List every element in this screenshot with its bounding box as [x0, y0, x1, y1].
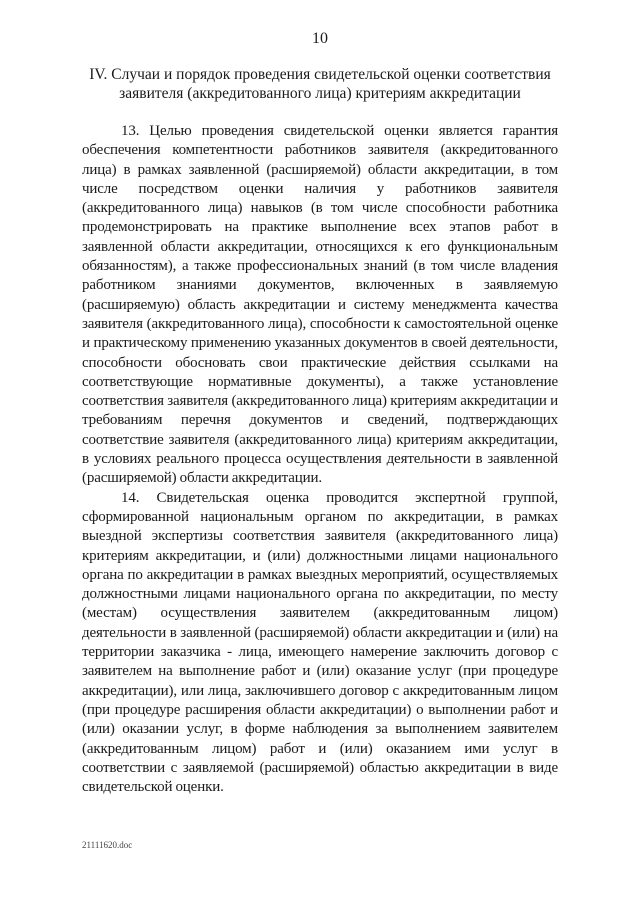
document-code: 21111620.doc	[82, 840, 133, 850]
section-heading-line-2: заявителя (аккредитованного лица) критериям аккредитации	[119, 85, 521, 102]
section-heading	[82, 65, 558, 103]
paragraph-14: 14. Свидетельская оценка проводится экспертной группой, сформированной национальным органом по аккредитации, в рамках выездной экспертизы соответствия заявителя (аккредитованного лица) критериям аккредитации, и (или) должностными лицами национального органа по аккредитации в рамках выездных мероприятий, осуществляемых должностными лицами национального органа по аккредитации, по месту (местам) осуществления заявителем (аккредитованным лицом) деятельности в заявленной (расширяемой) области аккредитации и (или) на территории заказчика - лица, имеющего намерение заключить договор с заявителем на выполнение работ и (или) оказание услуг (при процедуре аккредитации), или лица, заключившего договор с аккредитованным лицом (при процедуре расширения области аккредитации) о выполнении работ и (или) оказании услуг, в форме наблюдения за выполнением заявителем (аккредитованным лицом) работ и (или) оказанием ими услуг в соответствии с заявляемой (расширяемой) областью аккредитации в виде свидетельской оценки.	[82, 489, 558, 796]
body-text	[82, 122, 558, 797]
page-number: 10	[312, 30, 328, 47]
paragraph-13: 13. Целью проведения свидетельской оценки является гарантия обеспечения компетентности работников заявителя (аккредитованного лица) в рамках заявленной (расширяемой) области аккредитации, в том числе посредством оценки наличия у работников заявителя (аккредитованного лица) навыков (в том числе способности работника продемонстрировать на практике выполнение всех этапов работ в заявленной области аккредитации, относящихся к его функциональным обязанностям), а также профессиональных знаний (в том числе владения работником знаниями документов, включенных в заявляемую (расширяемую) область аккредитации и систему менеджмента качества заявителя (аккредитованного лица), способности к самостоятельной оценке и практическому применению указанных документов в своей деятельности, способности обосновать свои практические действия ссылками на соответствующие нормативные документы), а также установление соответствия заявителя (аккредитованного лица) критериям аккредитации и требованиям перечня документов и сведений, подтверждающих соответствие заявителя (аккредитованного лица) критериям аккредитации, в условиях реального процесса осуществления деятельности в заявленной (расширяемой) области аккредитации.	[82, 123, 558, 487]
section-heading-line-1: IV. Случаи и порядок проведения свидетельской оценки соответствия	[89, 66, 551, 83]
